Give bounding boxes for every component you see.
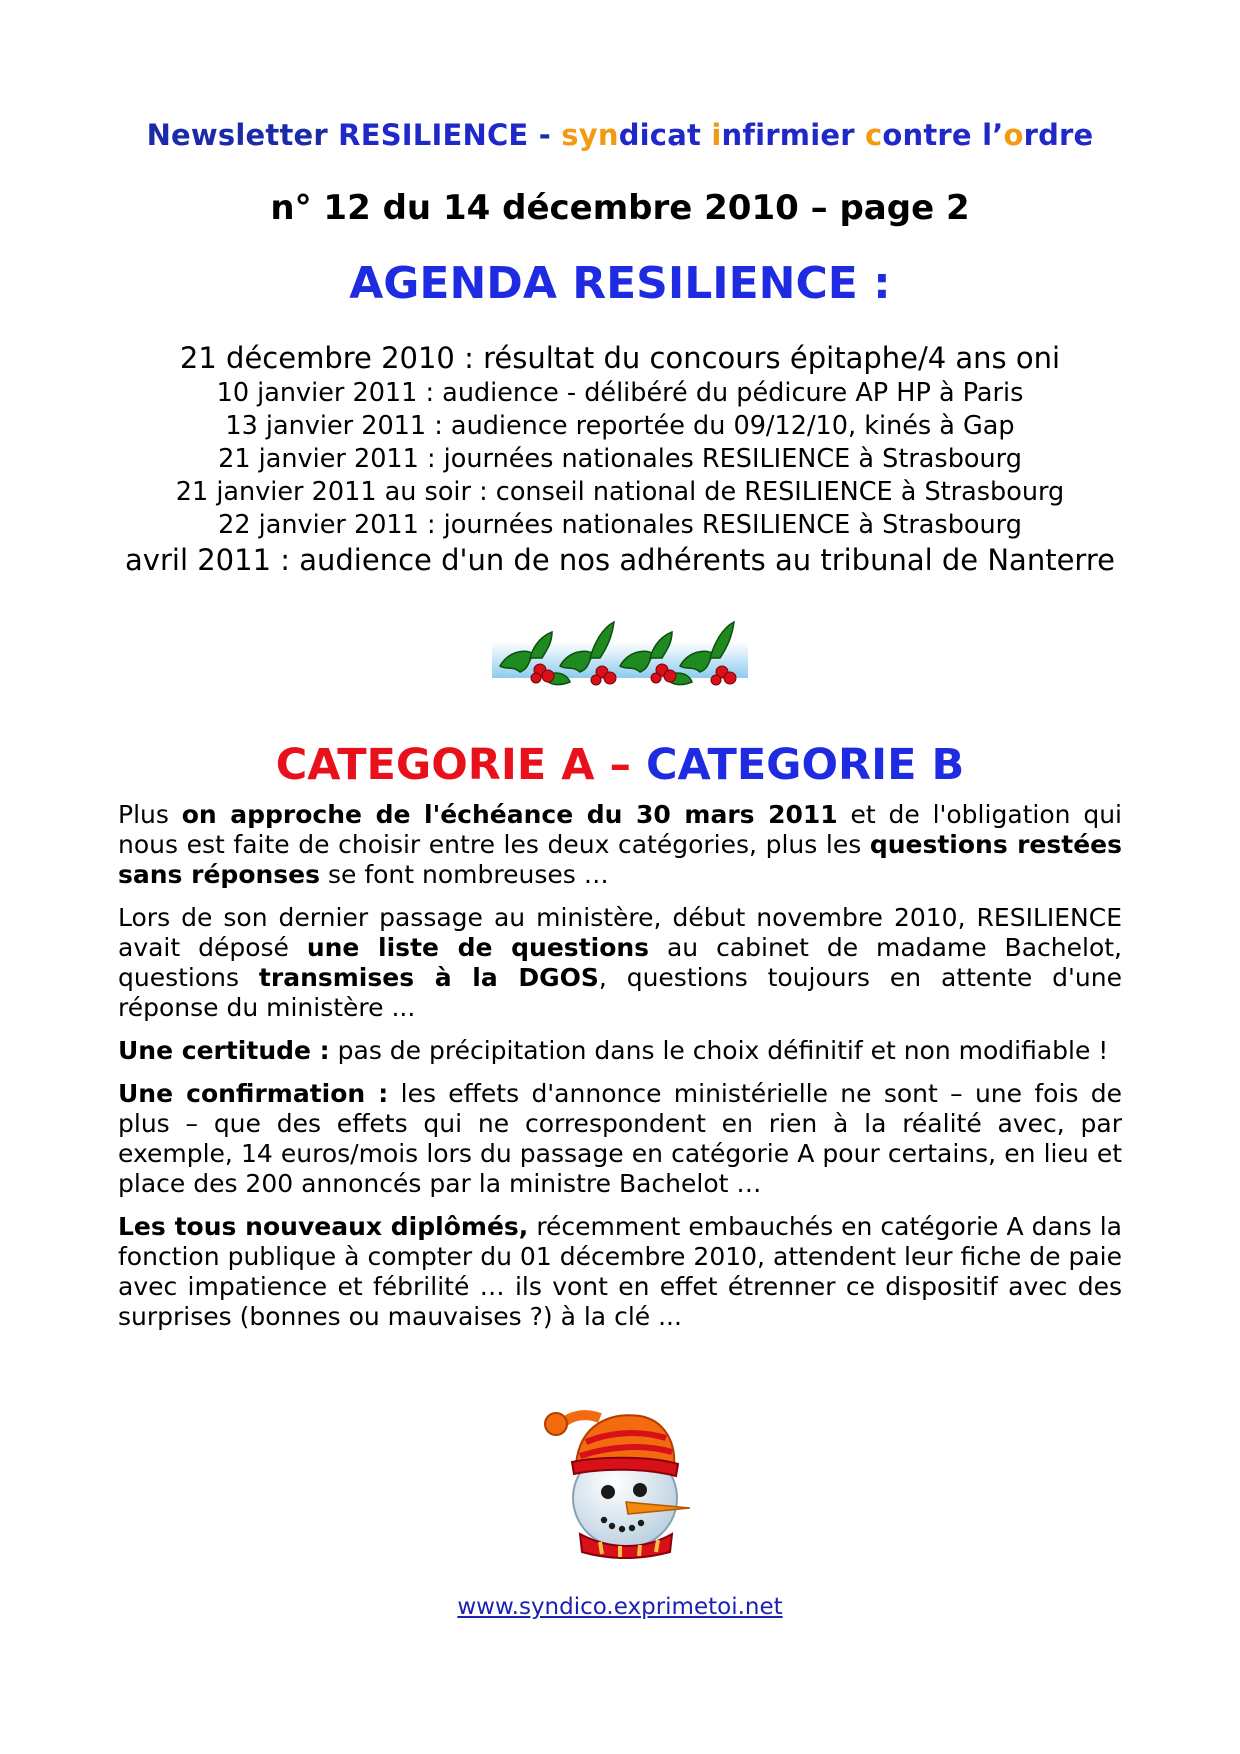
paragraph-4 [118, 1079, 1122, 1199]
article-body [118, 800, 1122, 1345]
bold-text: questions restées sans réponses [118, 830, 1122, 889]
category-separator: – [609, 740, 631, 790]
paragraph-3 [118, 1036, 1122, 1066]
agenda-item: 10 janvier 2011 : audience - délibéré du pédicure AP HP à Paris [216, 378, 1024, 408]
bold-text: Une confirmation : [118, 1079, 389, 1108]
agenda-item: avril 2011 : audience d'un de nos adhérents au tribunal de Nanterre [125, 543, 1115, 577]
agenda-title: AGENDA RESILIENCE : [349, 258, 891, 309]
paragraph-2 [118, 903, 1122, 1023]
newsletter-header [0, 118, 1240, 152]
bold-text: on approche de l'échéance du 30 mars 2011 [181, 800, 838, 829]
header-resilience-word: RESILIENCE [338, 118, 529, 152]
category-a-label: CATEGORIE A [275, 740, 595, 790]
bold-text: Une certitude : [118, 1036, 330, 1065]
header-rdre: rdre [1023, 118, 1094, 152]
agenda-item: 21 janvier 2011 au soir : conseil national de RESILIENCE à Strasbourg [175, 477, 1065, 507]
header-dicat: dicat [618, 118, 702, 152]
header-syn: syn [561, 118, 619, 152]
text: au cabinet de madame Bachelot, questions [118, 933, 1122, 992]
category-b-label: CATEGORIE B [645, 740, 965, 790]
header-l: l’ [982, 118, 1004, 152]
snowman-icon [540, 1394, 700, 1559]
agenda-item: 22 janvier 2011 : journées nationales RESILIENCE à Strasbourg [218, 510, 1022, 540]
footer-website-link[interactable]: www.syndico.exprimetoi.net [457, 1594, 783, 1620]
text: Plus [118, 800, 182, 829]
category-title [0, 740, 1240, 790]
holly-garland-icon [490, 608, 750, 696]
bold-text: une liste de questions [306, 933, 650, 962]
agenda-item: 21 janvier 2011 : journées nationales RESILIENCE à Strasbourg [218, 444, 1022, 474]
header-newsletter-word: Newsletter [146, 118, 328, 152]
header-nfirmier: nfirmier [721, 118, 855, 152]
issue-line: n° 12 du 14 décembre 2010 – page 2 [270, 188, 970, 228]
header-i: i [711, 118, 722, 152]
text: pas de précipitation dans le choix définitif et non modifiable ! [329, 1036, 1109, 1065]
text: récemment embauchés en catégorie A dans la fonction publique à compter du 01 décembre 2010, attendent leur fiche de paie avec impatience et fébrilité … ils vont en effet étrenner ce dispositif avec des surprises (bonnes ou mauvaises ?) à la clé ... [118, 1212, 1122, 1331]
text: , questions toujours en attente d'une réponse du ministère ... [118, 963, 1122, 1022]
text: et de l'obligation qui nous est faite de choisir entre les deux catégories, plus les [118, 800, 1122, 859]
header-c: c [865, 118, 883, 152]
text: Lors de son dernier passage au ministère, début novembre 2010, RESILIENCE avait déposé [118, 903, 1122, 962]
agenda-item: 21 décembre 2010 : résultat du concours épitaphe/4 ans oni [179, 341, 1061, 375]
agenda-item: 13 janvier 2011 : audience reportée du 09/12/10, kinés à Gap [225, 411, 1015, 441]
header-ontre: ontre [882, 118, 972, 152]
text: se font nombreuses … [320, 860, 609, 889]
header-o: o [1003, 118, 1024, 152]
paragraph-5 [118, 1212, 1122, 1332]
bold-text: Les tous nouveaux diplômés, [118, 1212, 529, 1241]
paragraph-1 [118, 800, 1122, 890]
header-dash: - [538, 118, 551, 152]
footer [0, 1594, 1240, 1620]
text: les effets d'annonce ministérielle ne sont – une fois de plus – que des effets qui ne correspondent en rien à la réalité avec, par exemple, 14 euros/mois lors du passage en catégorie A pour certains, en lieu et place des 200 annoncés par la ministre Bachelot … [118, 1079, 1123, 1198]
bold-text: transmises à la DGOS [258, 963, 599, 992]
agenda-list [0, 340, 1240, 579]
